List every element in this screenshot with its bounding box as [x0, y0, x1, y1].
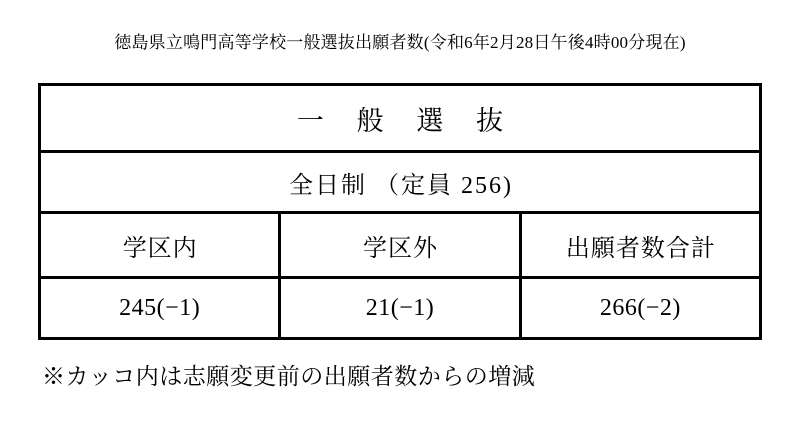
selection-type-cell: 一 般 選 抜 — [40, 85, 761, 152]
table-row-selection-type — [40, 85, 761, 152]
value-outside-district: 21(−1) — [280, 278, 520, 339]
column-header-outside-district: 学区外 — [280, 213, 520, 278]
table-row-values — [40, 278, 761, 339]
footnote: ※カッコ内は志願変更前の出願者数からの増減 — [42, 364, 536, 389]
applicant-table-container — [38, 83, 762, 340]
value-total: 266(−2) — [520, 278, 760, 339]
table-row-course — [40, 152, 761, 213]
column-header-inside-district: 学区内 — [40, 213, 280, 278]
value-inside-district: 245(−1) — [40, 278, 280, 339]
applicant-table — [38, 83, 762, 340]
table-row-headers — [40, 213, 761, 278]
column-header-total: 出願者数合計 — [520, 213, 760, 278]
page-title: 徳島県立鳴門高等学校一般選抜出願者数(令和6年2月28日午後4時00分現在) — [114, 33, 686, 52]
course-capacity-cell: 全日制 （定員 256) — [40, 152, 761, 213]
